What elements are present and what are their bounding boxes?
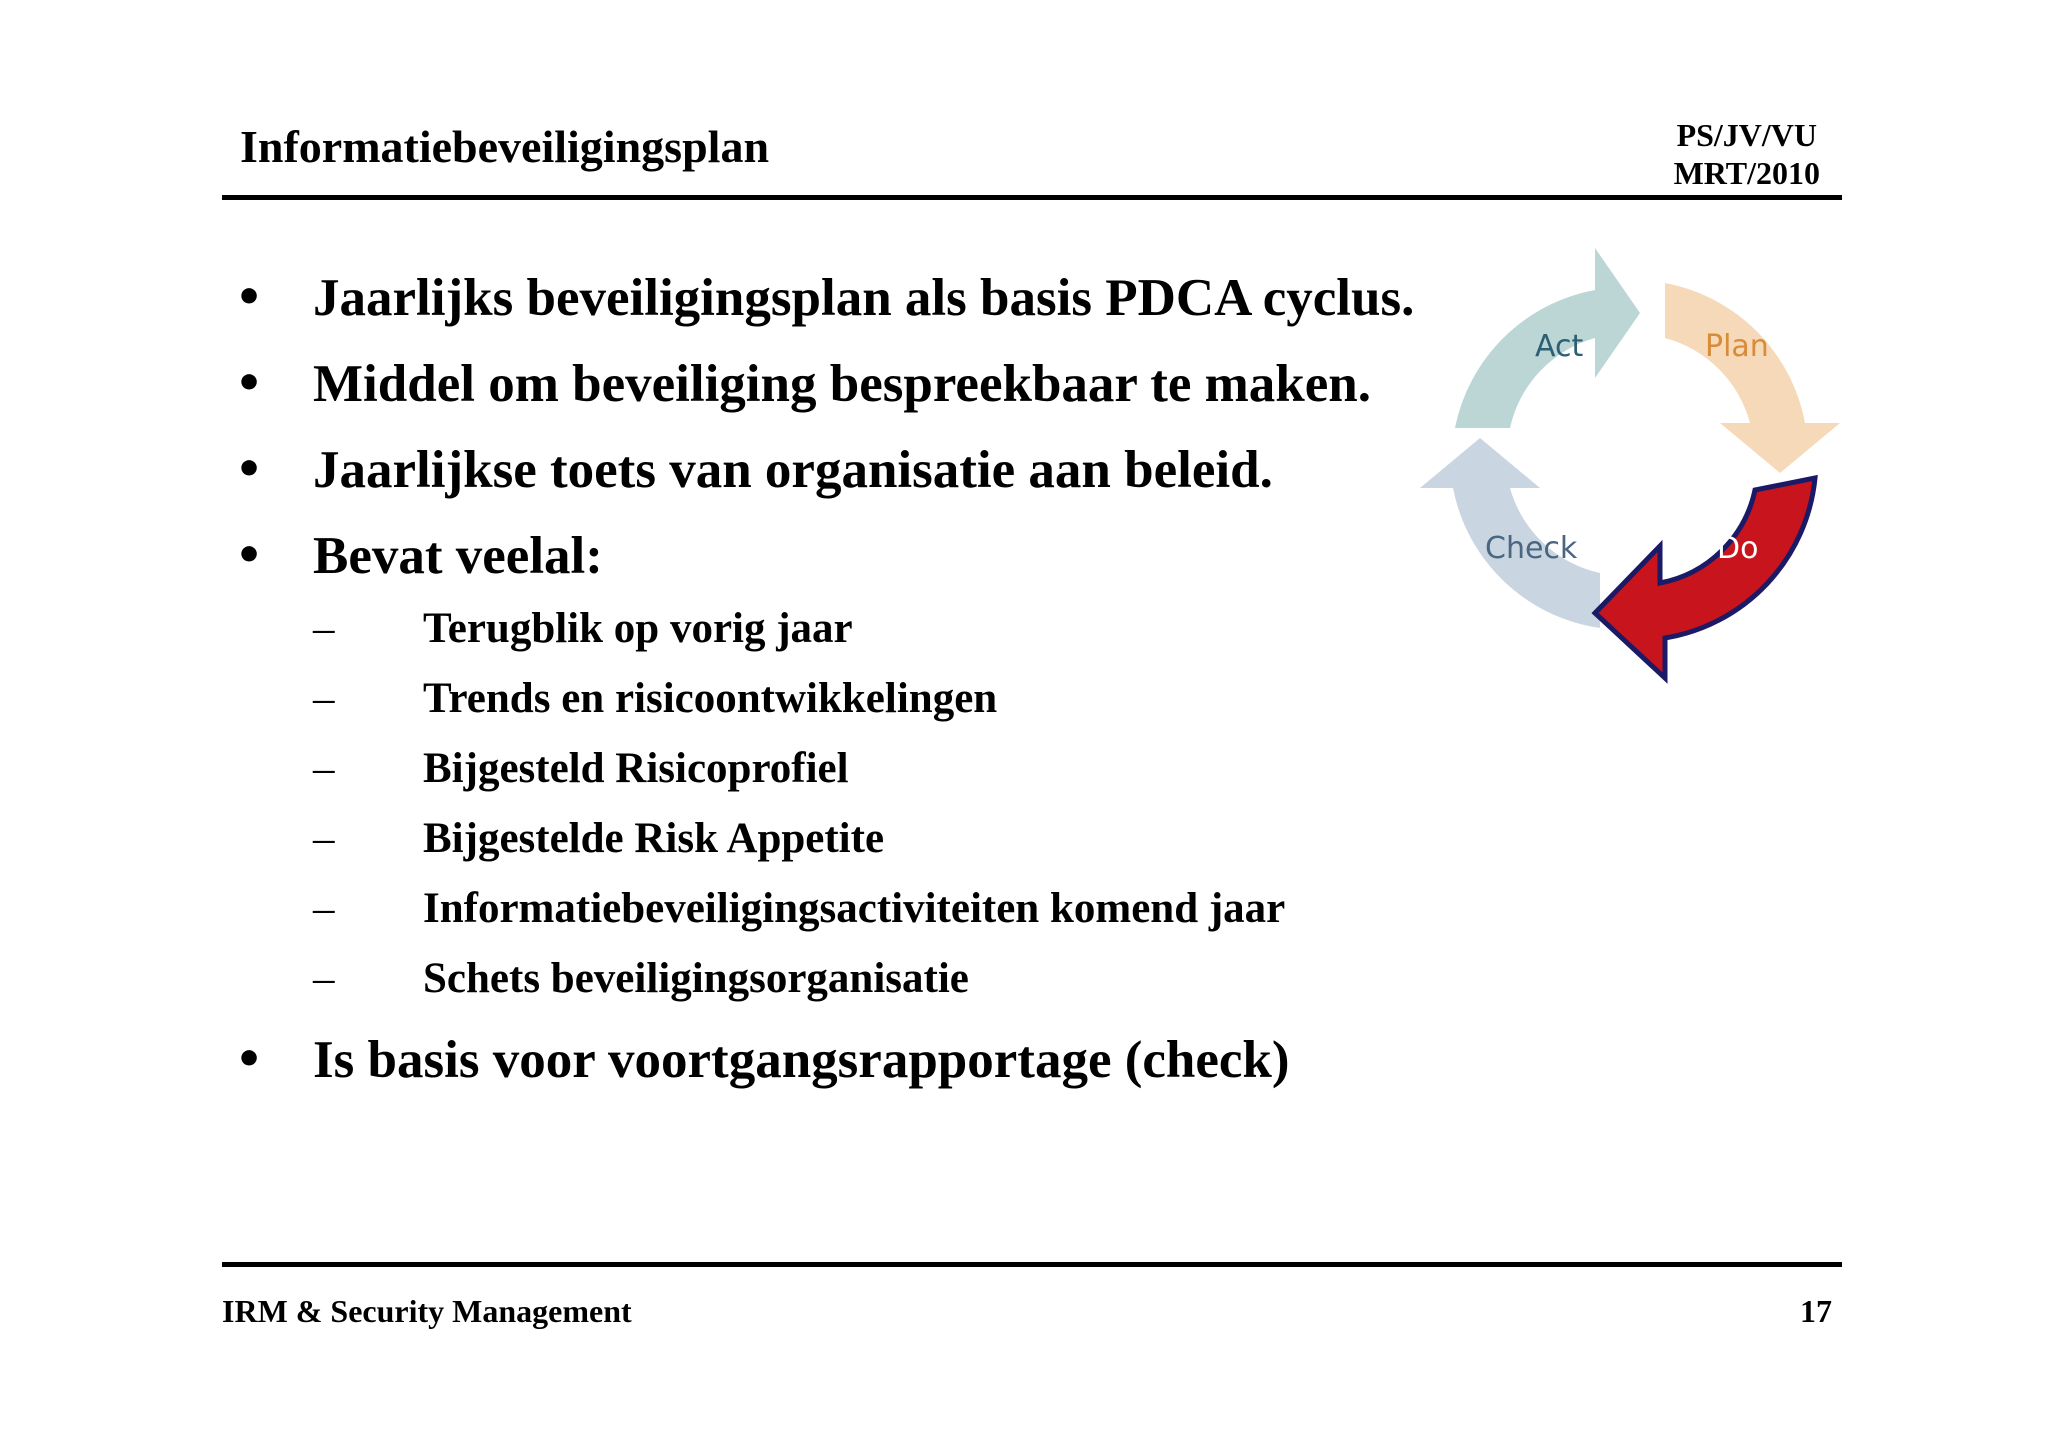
sub-list-item [313, 884, 1435, 934]
dash-icon: – [313, 885, 335, 932]
list-item [235, 268, 1435, 328]
bullet-list [235, 268, 1435, 1116]
bullet-text: Bevat veelal: [313, 527, 603, 585]
sub-item-text: Terugblik op vorig jaar [423, 605, 853, 652]
footer-label: IRM & Security Management [222, 1293, 632, 1329]
sub-item-text: Schets beveiligingsorganisatie [423, 955, 969, 1002]
bullet-icon: • [235, 444, 264, 495]
bullet-text: Middel om beveiliging bespreekbaar te maken. [313, 355, 1372, 413]
sub-item-text: Bijgesteld Risicoprofiel [423, 745, 849, 792]
list-item [235, 526, 1435, 1004]
pdca-plan-label: Plan [1705, 329, 1769, 364]
dash-icon: – [313, 745, 335, 792]
dash-icon: – [313, 815, 335, 862]
bullet-text: Jaarlijks beveiligingsplan als basis PDCA cyclus. [313, 269, 1415, 327]
sub-list-item [313, 604, 1435, 654]
sub-list-item [313, 744, 1435, 794]
pdca-plan-arrow [1665, 283, 1840, 473]
bullet-icon: • [235, 530, 264, 581]
bullet-icon: • [235, 1034, 264, 1085]
pdca-do-label: Do [1717, 531, 1759, 566]
pdca-do-arrow [1595, 478, 1815, 678]
sub-list-item [313, 954, 1435, 1004]
header-meta [1674, 116, 1820, 192]
list-item [235, 440, 1435, 500]
footer-divider [222, 1262, 1842, 1267]
dash-icon: – [313, 605, 335, 652]
page-number: 17 [1800, 1293, 1832, 1329]
dash-icon: – [313, 955, 335, 1002]
header-meta-line2: MRT/2010 [1673, 155, 1820, 191]
sub-list-item [313, 674, 1435, 724]
sub-item-text: Informatiebeveiligingsactiviteiten komend jaar [423, 885, 1286, 932]
list-item [235, 354, 1435, 414]
sub-list-item [313, 814, 1435, 864]
bullet-icon: • [235, 358, 264, 409]
sub-item-text: Bijgestelde Risk Appetite [423, 815, 885, 862]
dash-icon: – [313, 675, 335, 722]
sub-list [313, 604, 1435, 1004]
sub-item-text: Trends en risicoontwikkelingen [423, 675, 998, 722]
header-meta-line1: PS/JV/VU [1676, 117, 1818, 153]
pdca-check-label: Check [1485, 531, 1578, 566]
bullet-text: Is basis voor voortgangsrapportage (check) [313, 1031, 1290, 1089]
pdca-cycle-diagram [1395, 228, 1865, 688]
bullet-text: Jaarlijkse toets van organisatie aan beleid. [313, 441, 1273, 499]
list-item [235, 1030, 1435, 1090]
header-divider [222, 195, 1842, 200]
bullet-icon: • [235, 272, 264, 323]
page-title: Informatiebeveiligingsplan [240, 121, 770, 172]
pdca-act-label: Act [1535, 329, 1584, 364]
